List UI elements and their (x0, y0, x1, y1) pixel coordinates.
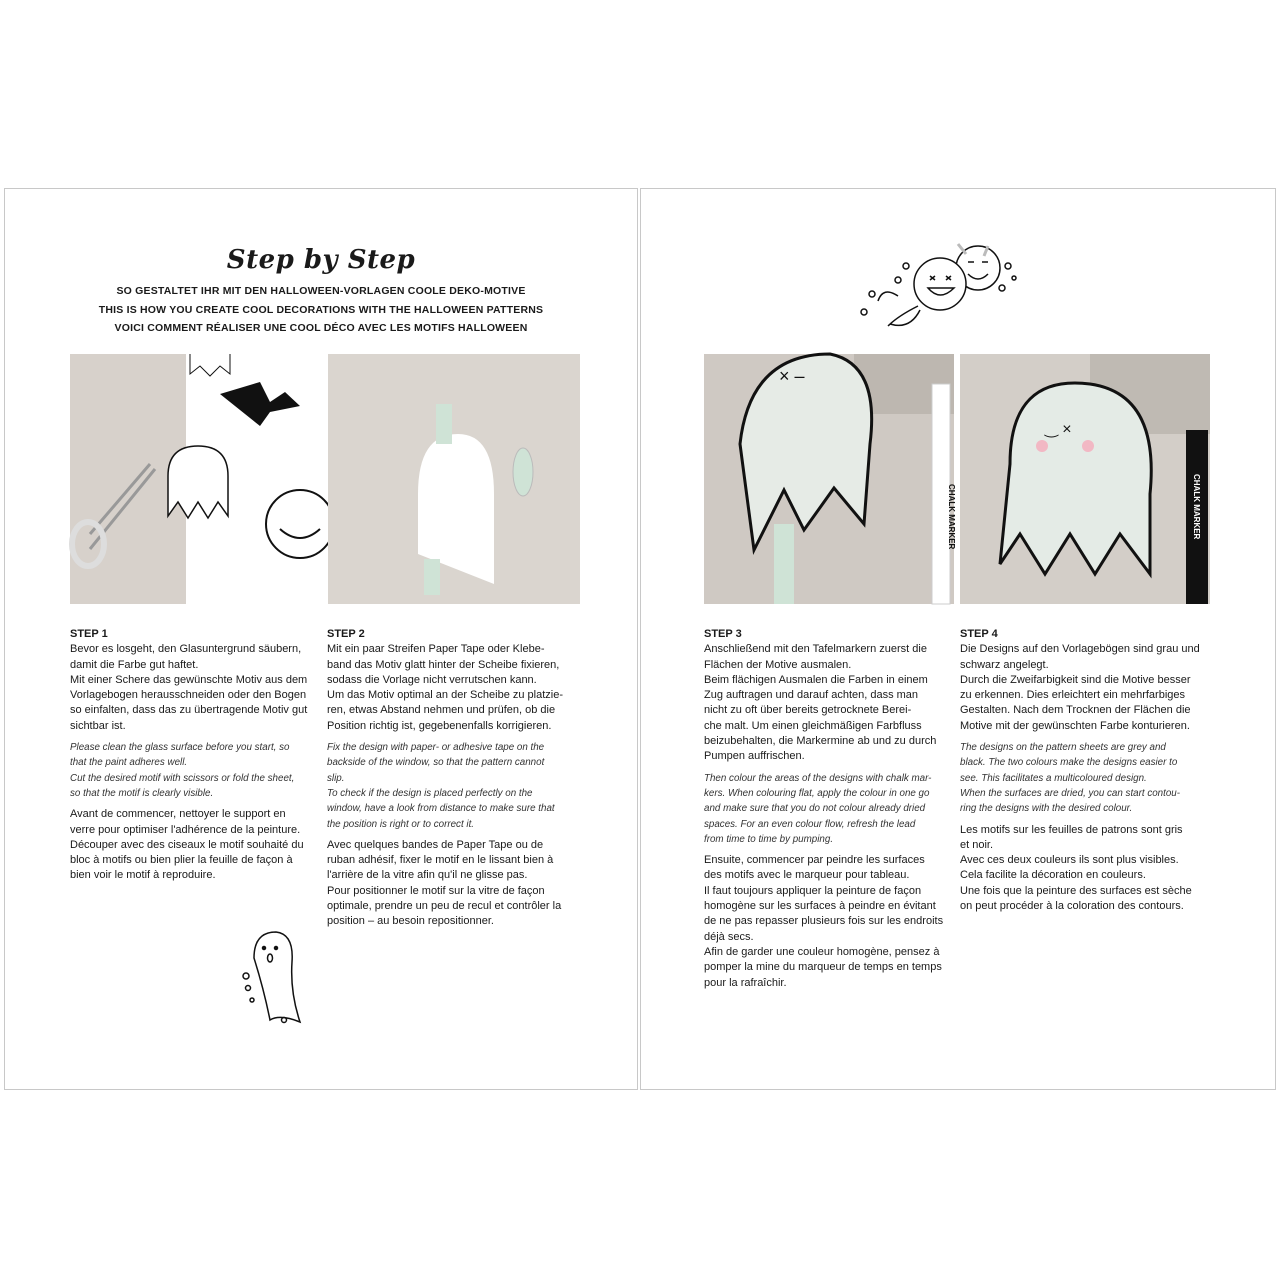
marker-label: CHALK MARKER (947, 484, 956, 550)
svg-text:× ‒: × ‒ (779, 366, 805, 386)
ghost-illustration (240, 928, 300, 1028)
step-3 (704, 627, 952, 997)
step-text-en: Please clean the glass surface before you start, so that the paint adheres well. Cut the desired motif with scissors or fold the sheet, so that the motif is clearly visible. (70, 742, 295, 799)
pumpkins-illustration (858, 236, 1018, 336)
page-title: Step by Step (226, 245, 416, 275)
step-4 (960, 627, 1216, 920)
photo-step-2 (328, 354, 580, 604)
step-heading: STEP 2 (327, 628, 365, 640)
svg-text:‿ ×: ‿ × (1045, 421, 1072, 438)
step-text-de: Die Designs auf den Vorlagebögen sind grau und schwarz angelegt. Durch die Zweifarbigkeit sind die Motive besser zu erkennen. Dies erleichtert ein mehrfarbiges Gestalten. Nach dem Trocknen der Flächen die Motive mit der gewünschten Farbe konturieren. (960, 643, 1200, 732)
photo-step-1 (70, 354, 322, 604)
subtitle-fr: VOICI COMMENT RÉALISER UNE COOL DÉCO AVEC LES MOTIFS HALLOWEEN (114, 322, 528, 334)
step-heading: STEP 3 (704, 628, 742, 640)
step-2 (327, 627, 583, 936)
step-text-en: Then colour the areas of the designs with chalk mar- kers. When colouring flat, apply the colour in one go and make sure that you do not colour already dried spaces. For an even colour flow, refresh the lead from time to time by pumping. (704, 772, 932, 845)
subtitle-en: THIS IS HOW YOU CREATE COOL DECORATIONS WITH THE HALLOWEEN PATTERNS (98, 304, 544, 316)
step-heading: STEP 4 (960, 628, 998, 640)
subtitle-de: SO GESTALTET IHR MIT DEN HALLOWEEN-VORLAGEN COOLE DEKO-MOTIVE (116, 285, 526, 297)
photo-step-4 (960, 354, 1210, 604)
step-text-fr: Avant de commencer, nettoyer le support en verre pour optimiser l'adhérence de la peinture. Découper avec des ciseaux le motif souhaité du bloc à motifs ou bien plier la feuille de façon à bien voir le motif à reproduire. (70, 808, 304, 882)
step-text-de: Mit ein paar Streifen Paper Tape oder Klebe- band das Motiv glatt hinter der Scheibe fixieren, sodass die Vorlage nicht verrutschen kann. Um das Motiv optimal an der Scheibe zu platzie- ren, etwas Abstand nehmen und prüfen, ob die Position richtig ist, gegebenenfalls korrigieren. (327, 643, 563, 732)
left-header (4, 0, 638, 400)
step-text-fr: Avec quelques bandes de Paper Tape ou de ruban adhésif, fixer le motif en le lissant bien à l'arrière de la vitre afin qu'il ne glisse pas. Pour positionner le motif sur la vitre de façon optimale, prendre un peu de recul et contrôler la position – au besoin repositionner. (327, 838, 562, 928)
marker-label: CHALK MARKER (1192, 474, 1201, 540)
step-text-de: Anschließend mit den Tafelmarkern zuerst die Flächen der Motive ausmalen. Beim flächigen Ausmalen die Farben in einem Zug auftragen und darauf achten, dass man nicht zu oft über bereits getrocknete Berei- che malt. Um einen gleichmäßigen Farbfluss beizubehalten, die Markermine ab und zu durch Pumpen auffrischen. (704, 643, 937, 763)
step-1 (70, 627, 318, 890)
step-text-en: Fix the design with paper- or adhesive tape on the backside of the window, so that the pattern cannot slip. To check if the design is placed perfectly on the window, have a look from distance to make sure that the position is right or to correct it. (327, 742, 555, 830)
step-text-fr: Les motifs sur les feuilles de patrons sont gris et noir. Avec ces deux couleurs ils sont plus visibles. Cela facilite la décoration en couleurs. Une fois que la peinture des surfaces est sèche on peut procéder à la coloration des contours. (960, 823, 1192, 913)
photo-step-3 (704, 354, 954, 604)
step-text-fr: Ensuite, commencer par peindre les surfaces des motifs avec le marqueur pour tableau. Il faut toujours appliquer la peinture de façon homogène sur les surfaces à peindre en évitant de ne pas repasser plusieurs fois sur les endroits déjà secs. Afin de garder une couleur homogène, pensez à pomper la mine du marqueur de temps en temps pour la rafraîchir. (704, 854, 944, 989)
step-text-de: Bevor es losgeht, den Glasuntergrund säubern, damit die Farbe gut haftet. Mit einer Schere das gewünschte Motiv aus dem Vorlagebogen herausschneiden oder den Bogen so einfalten, dass das zu übertragende Motiv gut sichtbar ist. (70, 643, 308, 732)
step-text-en: The designs on the pattern sheets are grey and black. The two colours make the designs easier to see. This facilitates a multicoloured design. When the surfaces are dried, you can start contou- ring the designs with the desired colour. (960, 742, 1180, 815)
step-heading: STEP 1 (70, 628, 108, 640)
